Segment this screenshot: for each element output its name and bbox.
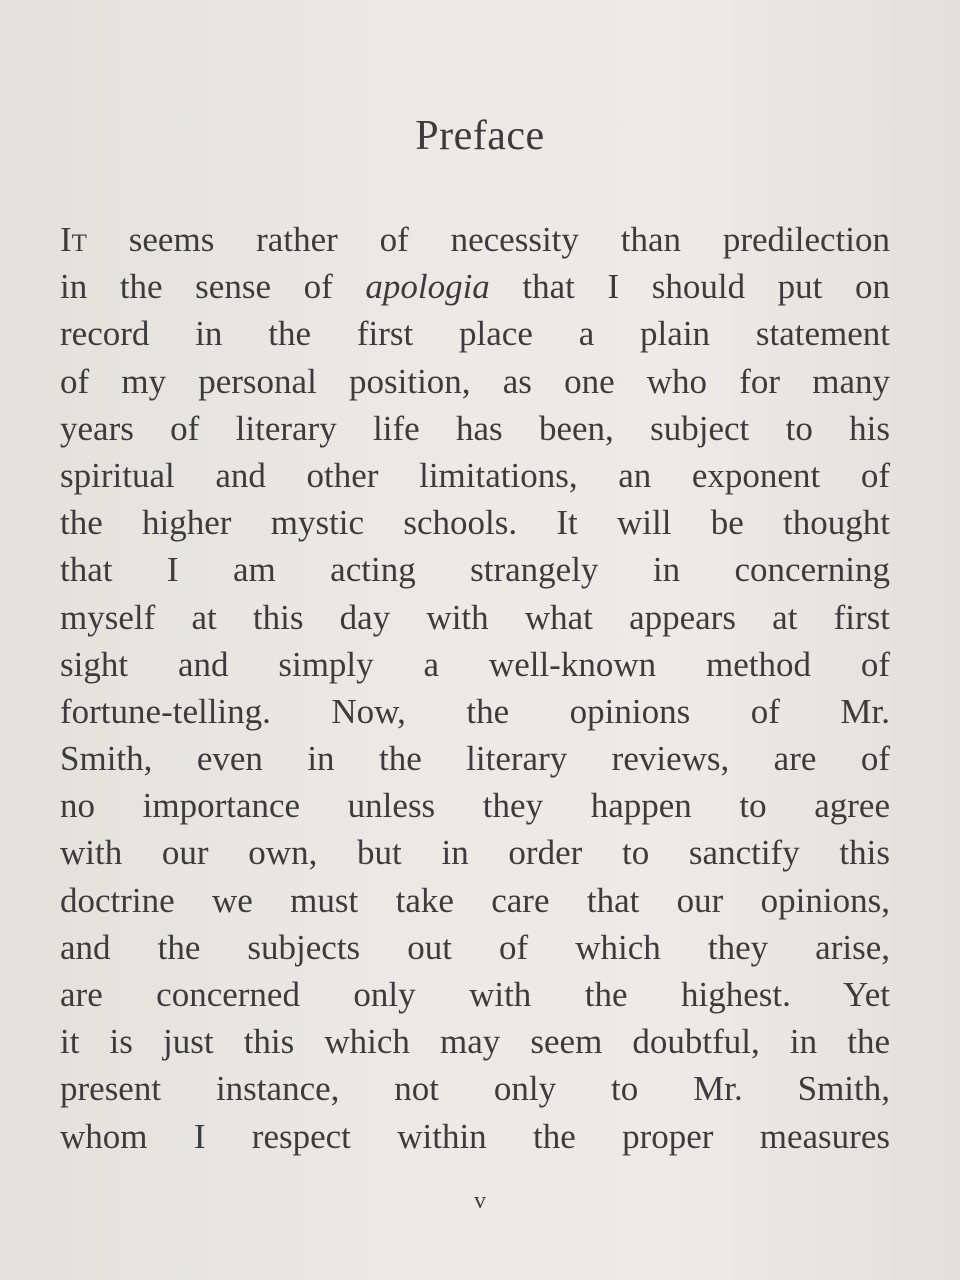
preface-paragraph xyxy=(60,216,890,1160)
page-title: Preface xyxy=(415,113,545,159)
text-line: it is just this which may seem doubtful, in the xyxy=(60,1022,890,1062)
text-line: fortune-telling. Now, the opinions of Mr. xyxy=(60,691,890,731)
text-line: Smith, even in the literary reviews, are of xyxy=(60,739,890,779)
text-line: that I am acting strangely in concerning xyxy=(60,550,890,590)
page-number: v xyxy=(474,1188,486,1214)
italic-term: apologia xyxy=(365,267,490,307)
text-line: years of literary life has been, subject to his xyxy=(60,408,890,448)
text-line: myself at this day with what appears at first xyxy=(60,597,890,637)
text-line: are concerned only with the highest. Yet xyxy=(60,975,890,1014)
show-through-text xyxy=(560,0,940,200)
text-line: present instance, not only to Mr. Smith, xyxy=(60,1069,890,1109)
text-line: the higher mystic schools. It will be thought xyxy=(60,503,890,543)
text-line: in the sense of apologia that I should put on xyxy=(60,267,890,307)
text-line: no importance unless they happen to agree xyxy=(60,786,890,826)
drop-lead-word: It xyxy=(60,220,87,259)
text-line: sight and simply a well-known method of xyxy=(60,644,890,684)
text-line: record in the first place a plain statement xyxy=(60,314,890,354)
text-line: doctrine we must take care that our opinions, xyxy=(60,880,890,920)
text-line: with our own, but in order to sanctify this xyxy=(60,833,890,873)
text-line: It seems rather of necessity than predilection xyxy=(60,220,890,259)
text-line: of my personal position, as one who for many xyxy=(60,361,890,401)
text-line: spiritual and other limitations, an exponent of xyxy=(60,455,890,495)
text-line: and the subjects out of which they arise, xyxy=(60,927,890,967)
text-line: whom I respect within the proper measures xyxy=(60,1116,890,1156)
